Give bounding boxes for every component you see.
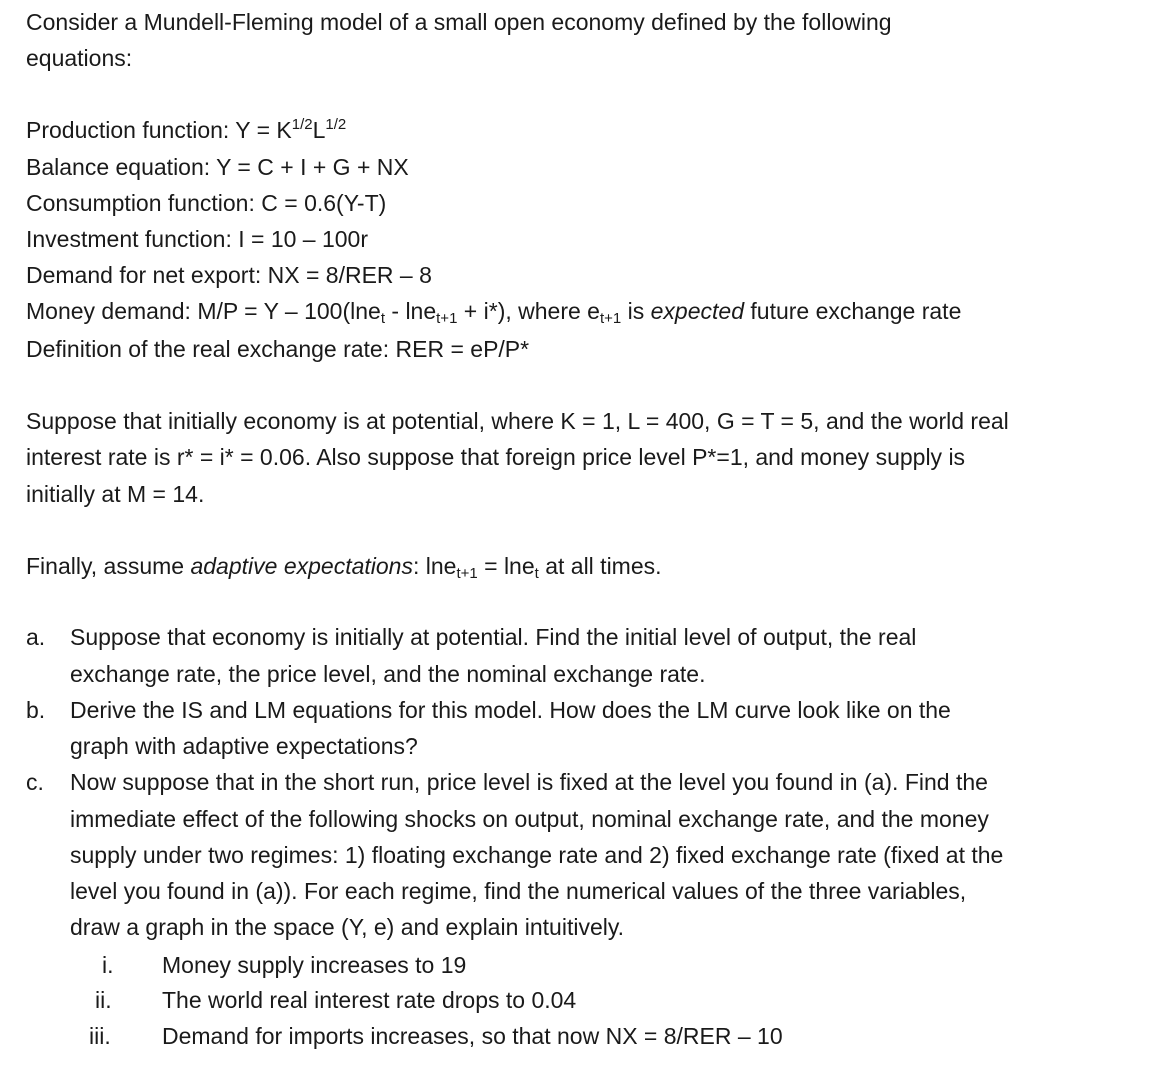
subitem-iii-text: Demand for imports increases, so that now NX = 8/RER – 10 — [162, 1023, 783, 1049]
net-export-demand: Demand for net export: NX = 8/RER – 8 — [26, 262, 432, 288]
subitem-i-marker: i. — [102, 952, 114, 978]
consumption-function: Consumption function: C = 0.6(Y-T) — [26, 190, 387, 216]
question-b-line-2: graph with adaptive expectations? — [70, 733, 418, 759]
subitem-i-text: Money supply increases to 19 — [162, 952, 467, 978]
question-a-line-2: exchange rate, the price level, and the nominal exchange rate. — [70, 661, 706, 687]
assumptions-line-3: initially at M = 14. — [26, 481, 205, 507]
subitem-iii-marker: iii. — [89, 1023, 111, 1049]
question-c-line-4: level you found in (a)). For each regime, find the numerical values of the three variables, — [70, 878, 967, 904]
intro-line-1: Consider a Mundell-Fleming model of a small open economy defined by the following — [26, 9, 892, 35]
subitem-ii-text: The world real interest rate drops to 0.04 — [162, 987, 577, 1013]
question-b-marker: b. — [26, 697, 46, 723]
question-a-line-1: Suppose that economy is initially at potential. Find the initial level of output, the real — [70, 624, 917, 650]
assumptions-line-2: interest rate is r* = i* = 0.06. Also suppose that foreign price level P*=1, and money supply is — [26, 444, 966, 470]
subitem-ii-marker: ii. — [95, 987, 112, 1013]
question-c-line-2: immediate effect of the following shocks on output, nominal exchange rate, and the money — [70, 806, 989, 832]
question-c-line-3: supply under two regimes: 1) floating exchange rate and 2) fixed exchange rate (fixed at the — [70, 842, 1004, 868]
question-c-marker: c. — [26, 769, 44, 795]
money-demand: Money demand: M/P = Y – 100(lne$_t$ - lne$_{t+1}$ + i*), where $e_{t+1}$ is expected future exchange rate — [26, 298, 962, 327]
intro-line-2: equations: — [26, 45, 133, 71]
balance-equation: Balance equation: Y = C + I + G + NX — [26, 154, 409, 180]
investment-function: Investment function: I = 10 – 100r — [26, 226, 369, 252]
question-b-line-1: Derive the IS and LM equations for this model. How does the LM curve look like on the — [70, 697, 951, 723]
rer-definition: Definition of the real exchange rate: RER = eP/P* — [26, 336, 530, 362]
assumptions-line-1: Suppose that initially economy is at potential, where K = 1, L = 400, G = T = 5, and the world real — [26, 408, 1009, 434]
question-c-line-1: Now suppose that in the short run, price level is fixed at the level you found in (a). Find the — [70, 769, 988, 795]
question-c-line-5: draw a graph in the space (Y, e) and explain intuitively. — [70, 914, 625, 940]
adaptive-expectations: Finally, assume adaptive expectations: lne$_{t+1}$ = lne$_t$ at all times. — [26, 553, 662, 582]
question-a-marker: a. — [26, 624, 46, 650]
production-function: Production function: $Y = K^{1/2}L^{1/2}$ — [26, 116, 347, 143]
